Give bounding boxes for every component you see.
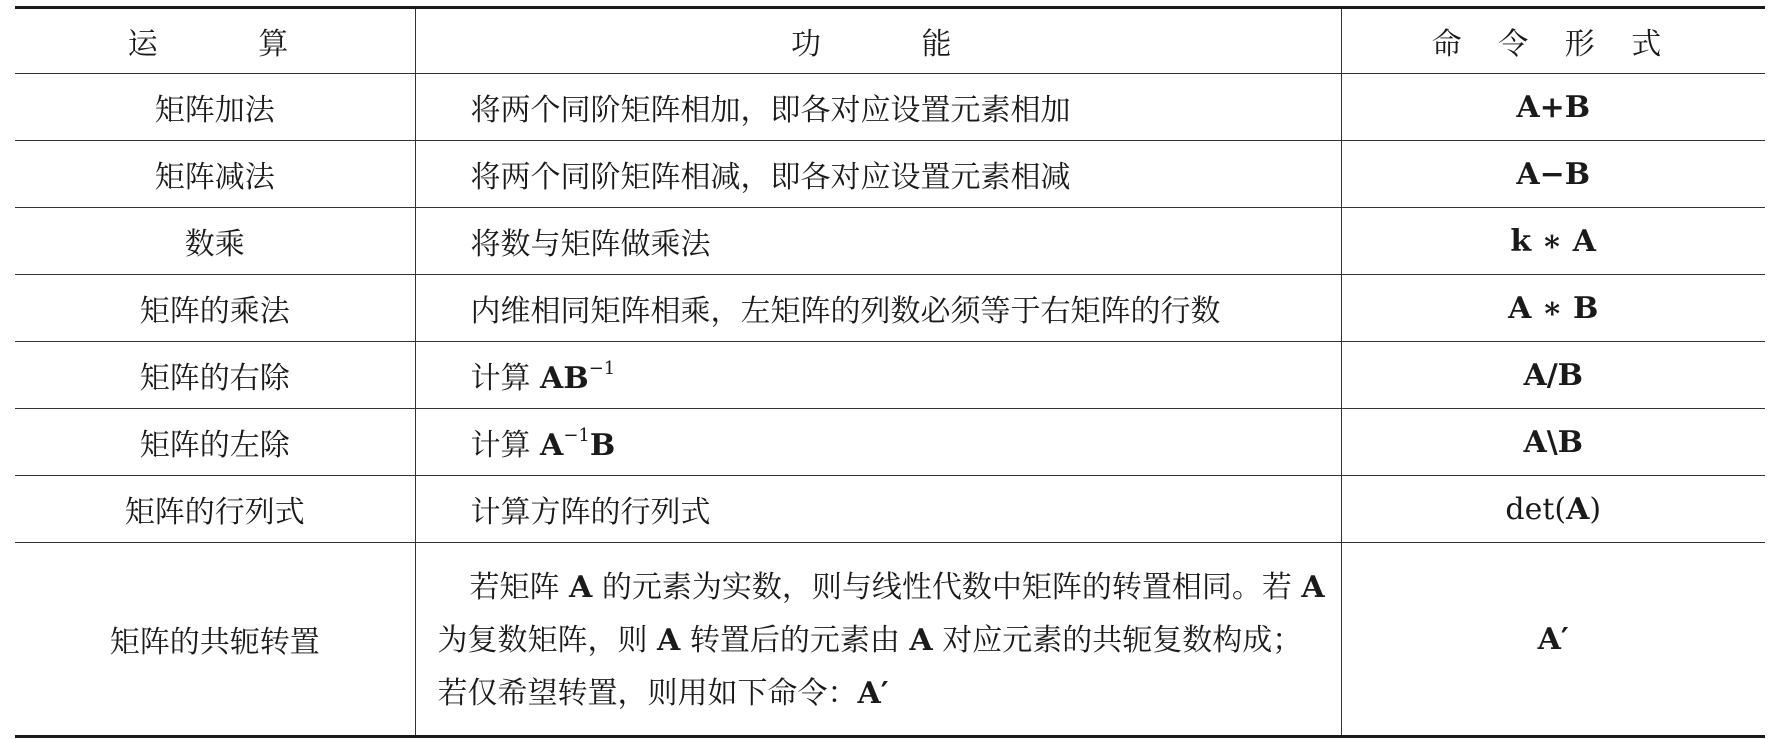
superscript: −1: [563, 425, 590, 446]
operation-cell: 矩阵的乘法: [15, 275, 415, 342]
math-expression: A′: [857, 675, 889, 711]
command-cell: A−B: [1341, 141, 1765, 208]
function-cell: 将两个同阶矩阵相减，即各对应设置元素相减: [415, 141, 1341, 208]
operation-cell: 矩阵的行列式: [15, 476, 415, 543]
command-text: det(: [1505, 491, 1567, 527]
command-cell: k ∗ A: [1341, 208, 1765, 275]
header-command: 命 令 形 式: [1341, 8, 1765, 74]
table-row: [15, 476, 1765, 543]
function-text: 的元素为实数，则与线性代数中矩阵的转置相同。若: [592, 569, 1302, 605]
table-row: [15, 74, 1765, 141]
table-row: [15, 275, 1765, 342]
operation-cell: 矩阵的左除: [15, 409, 415, 476]
math-expression: AB: [540, 361, 589, 396]
math-expression: A: [657, 622, 681, 658]
operation-cell: 数乘: [15, 208, 415, 275]
header-operation: 运 算: [15, 8, 415, 74]
function-cell: [415, 342, 1341, 409]
superscript: −1: [588, 358, 616, 379]
function-cell: 内维相同矩阵相乘，左矩阵的列数必须等于右矩阵的行数: [415, 275, 1341, 342]
command-text: ): [1589, 491, 1602, 527]
header-function: 功 能: [415, 8, 1341, 74]
header-row: [15, 8, 1765, 74]
function-cell: 将两个同阶矩阵相加，即各对应设置元素相加: [415, 74, 1341, 141]
command-cell: [1341, 476, 1765, 543]
operation-cell: 矩阵的右除: [15, 342, 415, 409]
function-cell: [415, 409, 1341, 476]
matrix-operations-table: [15, 6, 1765, 738]
table-row: [15, 208, 1765, 275]
function-text: 转置后的元素由: [680, 622, 910, 658]
math-expression: A: [540, 428, 564, 463]
table-row: [15, 543, 1765, 737]
operation-cell: 矩阵减法: [15, 141, 415, 208]
command-cell: A/B: [1341, 342, 1765, 409]
command-cell: A+B: [1341, 74, 1765, 141]
operation-cell: 矩阵的共轭转置: [15, 543, 415, 737]
table-row: [15, 141, 1765, 208]
operation-cell: 矩阵加法: [15, 74, 415, 141]
math-expression: B: [589, 428, 616, 463]
math-expression: A: [569, 569, 593, 605]
command-cell: A′: [1341, 543, 1765, 737]
math-expression: A: [1301, 569, 1325, 605]
table-row: [15, 409, 1765, 476]
function-text: 对应元素的共轭复数构成；若仅希望转置，则用如下命令：: [437, 622, 1303, 711]
function-text: 计算: [470, 361, 541, 396]
math-expression: A: [909, 622, 933, 658]
table-row: [15, 342, 1765, 409]
command-cell: A ∗ B: [1341, 275, 1765, 342]
function-text: 若矩阵: [469, 569, 570, 605]
function-cell: 将数与矩阵做乘法: [415, 208, 1341, 275]
command-cell: A\B: [1341, 409, 1765, 476]
function-cell: 计算方阵的行列式: [415, 476, 1341, 543]
function-text: 为复数矩阵，则: [437, 622, 658, 658]
function-text: 计算: [470, 428, 541, 463]
function-cell: [415, 543, 1341, 737]
math-expression: A: [1566, 491, 1590, 527]
